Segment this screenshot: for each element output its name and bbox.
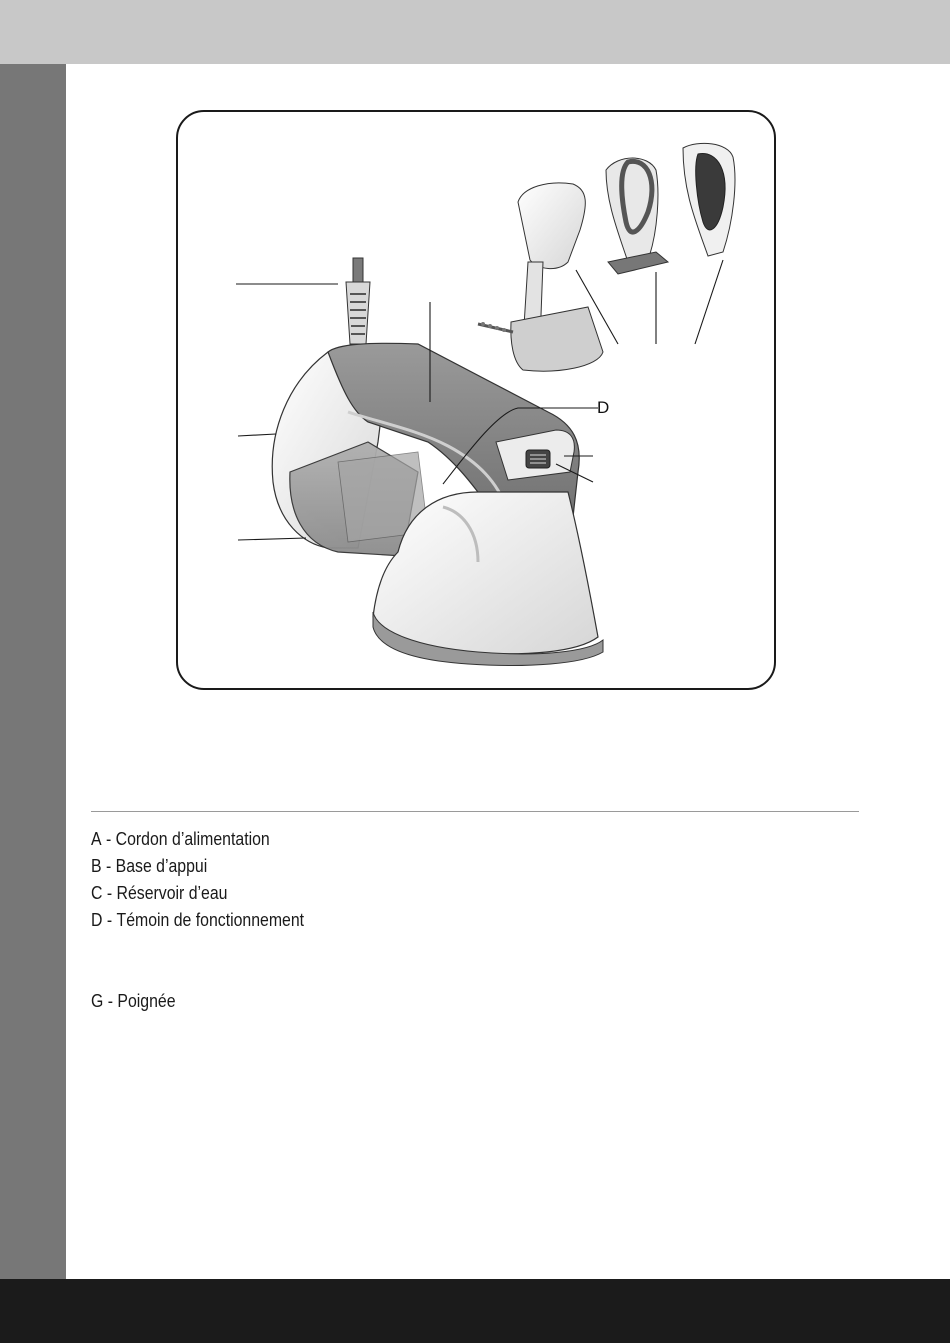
brush-accessory (683, 143, 735, 256)
callout-label-d: D (597, 398, 610, 417)
legend-item-d: D - Témoin de fonctionnement (91, 910, 305, 930)
legend-item-g: G - Poignée (91, 991, 176, 1011)
separator-rule (91, 811, 859, 812)
legend-item-c: C - Réservoir d’eau (91, 883, 228, 903)
steamer-illustration (178, 112, 778, 692)
footer-band (0, 1279, 950, 1343)
power-cord (344, 258, 372, 358)
legend-item-a: A - Cordon d’alimentation (91, 829, 270, 849)
creaser-accessory (606, 158, 668, 274)
product-illustration-frame (176, 110, 776, 690)
header-band (0, 0, 950, 64)
parts-legend (91, 826, 333, 1015)
stand-accessory (478, 183, 603, 371)
side-band (0, 64, 66, 1279)
legend-item-b: B - Base d’appui (91, 856, 208, 876)
